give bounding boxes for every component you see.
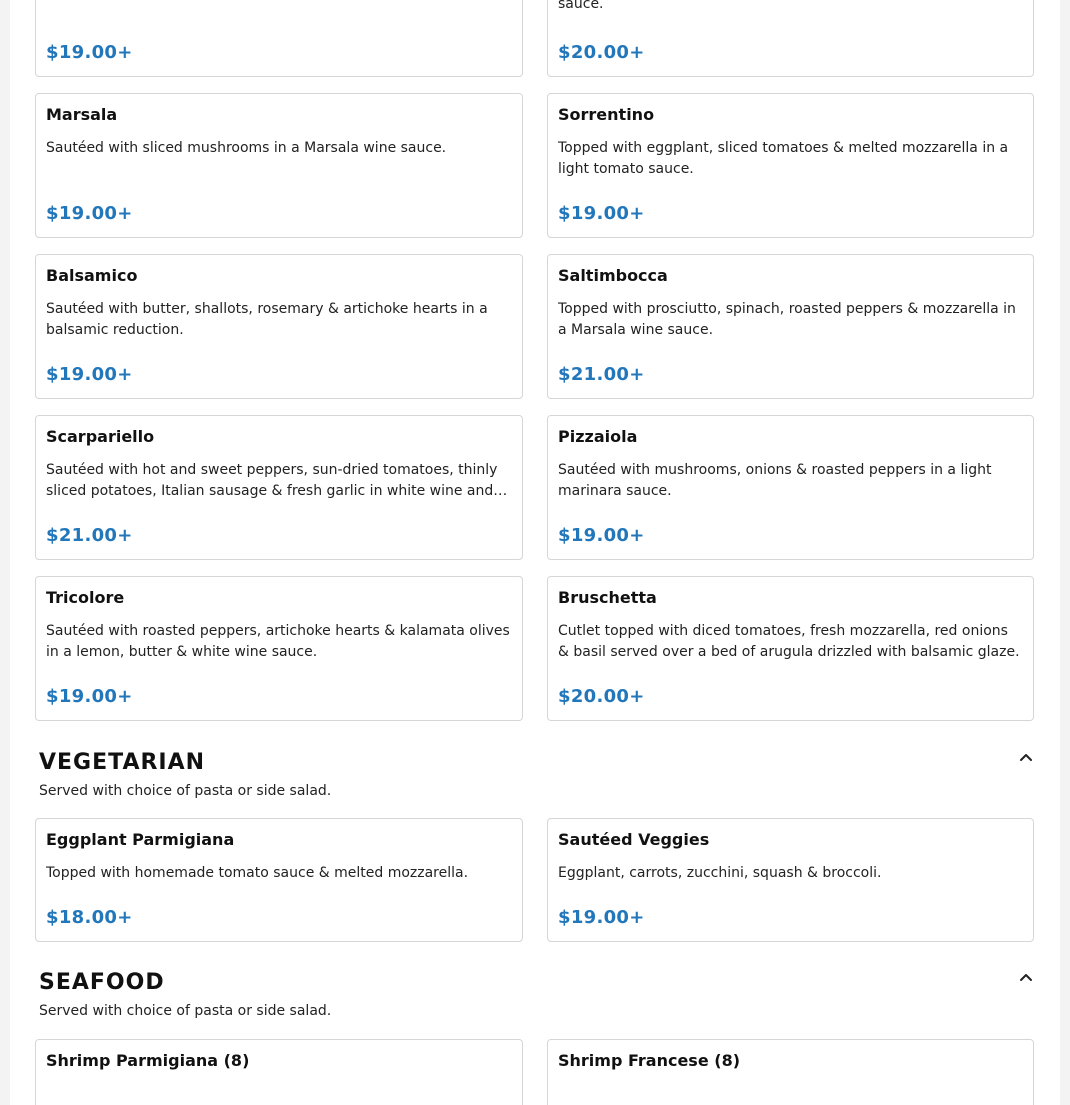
top-partial-grid: [35, 0, 1034, 77]
menu-item-price: $19.00+: [46, 364, 133, 385]
menu-item-title: Sautéed Veggies: [558, 830, 710, 849]
menu-item-description: Eggplant, carrots, zucchini, squash & broccoli.: [558, 865, 882, 881]
menu-item-card[interactable]: [547, 0, 1034, 77]
section-header-vegetarian: [39, 749, 1034, 801]
menu-item-card-tricolore[interactable]: [35, 576, 523, 721]
menu-item-price: $19.00+: [46, 686, 133, 707]
menu-item-title: Sorrentino: [558, 105, 655, 124]
chevron-up-icon[interactable]: [1018, 969, 1034, 985]
menu-item-title: Pizzaiola: [558, 427, 638, 446]
menu-item-card-eggplant-parmigiana[interactable]: [35, 818, 523, 942]
section-subtitle: Served with choice of pasta or side salad.: [39, 783, 332, 799]
menu-item-price: $18.00+: [46, 907, 133, 928]
menu-item-card-saltimbocca[interactable]: [547, 254, 1034, 399]
menu-item-description: sauce.: [558, 0, 604, 12]
vegetarian-items-grid: [35, 818, 1034, 942]
section-title: SEAFOOD: [39, 970, 165, 995]
menu-item-price: $20.00+: [558, 686, 645, 707]
menu-item-card-bruschetta[interactable]: [547, 576, 1034, 721]
section-header-seafood: [39, 969, 1034, 1021]
menu-item-title: Saltimbocca: [558, 266, 668, 285]
menu-item-card[interactable]: [35, 0, 523, 77]
menu-item-price: $21.00+: [46, 525, 133, 546]
menu-item-description: Topped with eggplant, sliced tomatoes & melted mozzarella in a light tomato sauce.: [558, 140, 1009, 177]
menu-item-title: Eggplant Parmigiana: [46, 830, 235, 849]
menu-item-card-scarpariello[interactable]: [35, 415, 523, 560]
menu-item-card-balsamico[interactable]: [35, 254, 523, 399]
menu-item-title: Shrimp Francese (8): [558, 1051, 741, 1070]
menu-item-title: Balsamico: [46, 266, 138, 285]
menu-item-title: Bruschetta: [558, 588, 657, 607]
section-subtitle: Served with choice of pasta or side salad.: [39, 1003, 332, 1019]
menu-item-price: $19.00+: [46, 42, 133, 63]
menu-item-description: Topped with homemade tomato sauce & melted mozzarella.: [46, 865, 469, 881]
menu-item-card-marsala[interactable]: [35, 93, 523, 238]
menu-item-card-sauteed-veggies[interactable]: [547, 818, 1034, 942]
menu-item-price: $19.00+: [558, 203, 645, 224]
menu-item-description: Cutlet topped with diced tomatoes, fresh mozzarella, red onions & basil served over a bed of arugula drizzled with balsamic glaze.: [558, 623, 1020, 660]
menu-item-description: Sautéed with hot and sweet peppers, sun-dried tomatoes, thinly sliced potatoes, Italian sausage & fresh garlic in white wine and…: [46, 462, 508, 499]
menu-item-price: $19.00+: [558, 525, 645, 546]
menu-item-title: Shrimp Parmigiana (8): [46, 1051, 250, 1070]
menu-item-card-shrimp-parmigiana[interactable]: [35, 1039, 523, 1105]
menu-item-description: Sautéed with roasted peppers, artichoke hearts & kalamata olives in a lemon, butter & white wine sauce.: [46, 623, 510, 660]
menu-item-card-shrimp-francese[interactable]: [547, 1039, 1034, 1105]
menu-item-description: Sautéed with butter, shallots, rosemary & artichoke hearts in a balsamic reduction.: [46, 301, 488, 338]
menu-item-price: $21.00+: [558, 364, 645, 385]
menu-item-title: Tricolore: [46, 588, 125, 607]
menu-item-price: $19.00+: [46, 203, 133, 224]
menu-item-card-pizzaiola[interactable]: [547, 415, 1034, 560]
chevron-up-icon[interactable]: [1018, 749, 1034, 765]
menu-item-description: Topped with prosciutto, spinach, roasted peppers & mozzarella in a Marsala wine sauce.: [558, 301, 1016, 338]
seafood-items-grid: [35, 1039, 1034, 1105]
section-title: VEGETARIAN: [39, 750, 206, 775]
menu-item-title: Marsala: [46, 105, 118, 124]
menu-item-description: Sautéed with mushrooms, onions & roasted peppers in a light marinara sauce.: [558, 462, 992, 499]
menu-item-price: $19.00+: [558, 907, 645, 928]
menu-item-card-sorrentino[interactable]: [547, 93, 1034, 238]
menu-item-price: $20.00+: [558, 42, 645, 63]
menu-item-title: Scarpariello: [46, 427, 155, 446]
menu-item-description: Sautéed with sliced mushrooms in a Marsala wine sauce.: [46, 140, 447, 156]
chicken-items-grid: [35, 93, 1034, 721]
menu-page: [10, 0, 1060, 1105]
